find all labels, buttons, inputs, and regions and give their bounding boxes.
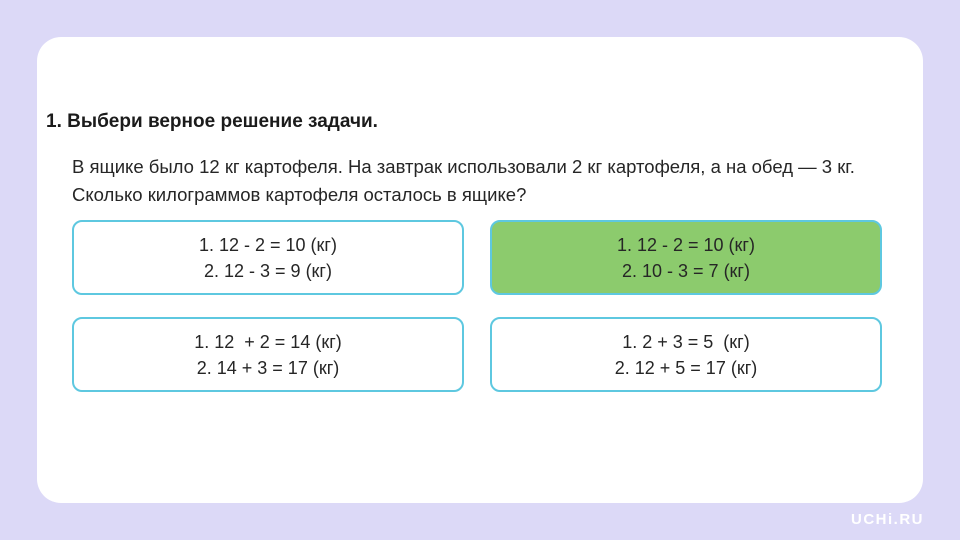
answer-option-4[interactable] <box>490 317 882 392</box>
answer-option-line-2: 2. 14 + 3 = 17 (кг) <box>196 357 340 378</box>
task-title: 1. Выбери верное решение задачи. <box>46 111 378 132</box>
answer-option-line-1: 1. 2 + 3 = 5 (кг) <box>622 331 750 352</box>
answer-option-line-2: 2. 12 + 5 = 17 (кг) <box>614 357 758 378</box>
answer-option-line-1: 1. 12 + 2 = 14 (кг) <box>194 331 342 352</box>
brand-logo: UCHi.RU <box>851 511 924 528</box>
answer-option-line-1: 1. 12 - 2 = 10 (кг) <box>198 234 337 255</box>
task-text: В ящике было 12 кг картофеля. На завтрак использовали 2 кг картофеля, а на обед — 3 кг. Сколько килограммов картофеля осталось в ящике? <box>72 156 855 205</box>
answer-option-2[interactable] <box>490 220 882 295</box>
answer-option-3[interactable] <box>72 317 464 392</box>
answer-option-line-2: 2. 10 - 3 = 7 (кг) <box>622 260 750 281</box>
answer-option-line-1: 1. 12 - 2 = 10 (кг) <box>616 234 755 255</box>
answer-option-line-2: 2. 12 - 3 = 9 (кг) <box>204 260 332 281</box>
answer-option-1[interactable] <box>72 220 464 295</box>
